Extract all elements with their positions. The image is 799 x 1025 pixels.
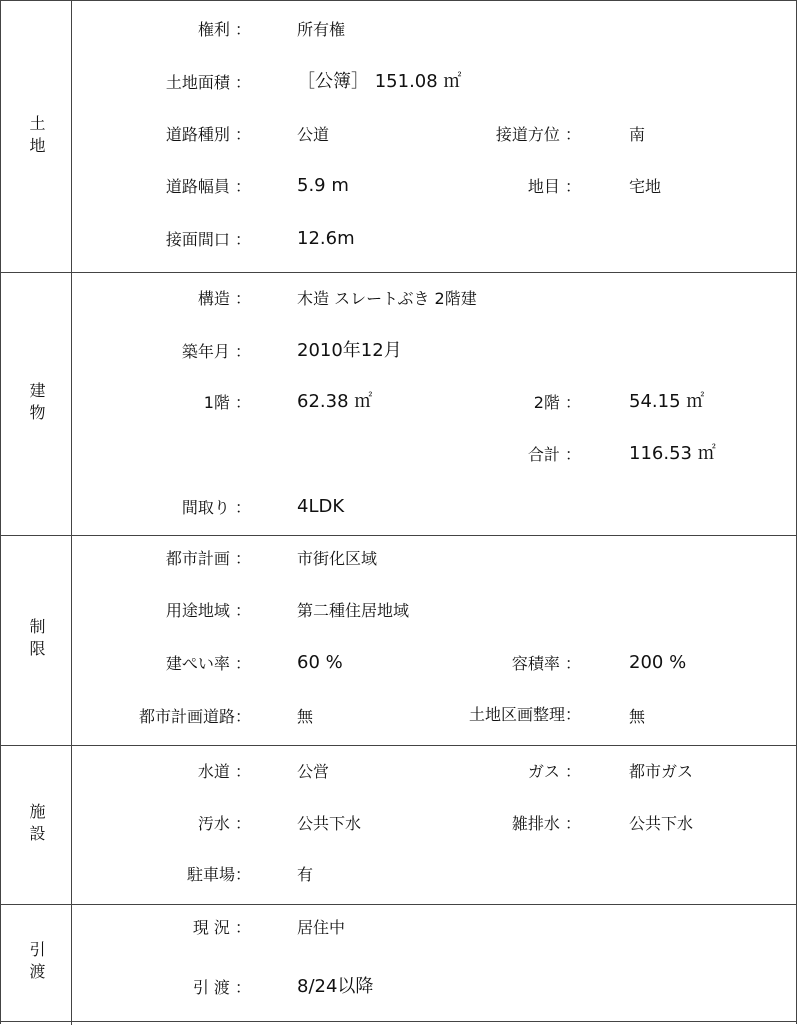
section-title: 施設 [27, 802, 46, 847]
field-value: 5.9 m [297, 175, 349, 196]
field-value-2: 54.15 ㎡ [629, 391, 705, 412]
field-label-2: ガス ： [527, 762, 581, 781]
field-label: 道路種別 ： [165, 125, 251, 144]
field-label: 権利 ： [197, 20, 251, 39]
section-title: 引渡 [27, 940, 46, 985]
field-label: 引 渡 ： [192, 978, 251, 997]
field-value: 62.38 ㎡ [297, 391, 373, 412]
section-title: 土地 [27, 114, 46, 159]
field-label-2: 土地区画整理： [468, 705, 581, 724]
section-restrictions [1, 535, 796, 746]
field-value-2: 南 [629, 125, 646, 144]
field-label-2: 容積率 ： [511, 654, 581, 673]
field-value: 有 [297, 865, 314, 884]
field-value-2: 都市ガス [629, 762, 694, 781]
field-label: 都市計画道路： [138, 707, 251, 726]
field-label: 間取り ： [181, 498, 251, 517]
field-value-2: 宅地 [629, 177, 662, 196]
field-value: 第二種住居地域 [297, 601, 410, 620]
section-title: 制限 [27, 618, 46, 662]
field-label: 1階 ： [203, 393, 251, 412]
field-value: 4LDK [297, 496, 345, 517]
field-label-2: 2階 ： [533, 393, 581, 412]
field-value: 2010年12月 [297, 340, 402, 361]
field-label: 土地面積 ： [165, 73, 251, 92]
field-value: 無 [297, 707, 314, 726]
field-value-2: 無 [629, 707, 646, 726]
field-label: 駐車場： [186, 865, 251, 884]
section-land [1, 1, 796, 273]
field-value: 8/24以降 [297, 976, 374, 997]
field-label: 用途地域 ： [165, 601, 251, 620]
field-value: ［公簿］ 151.08 ㎡ [297, 71, 462, 92]
field-value: 公営 [297, 762, 330, 781]
section-building [1, 272, 796, 536]
field-value-2: 116.53 ㎡ [629, 443, 716, 464]
field-value: 所有権 [297, 20, 346, 39]
field-value-2: 200 % [629, 652, 687, 673]
field-label: 築年月 ： [181, 342, 251, 361]
section-handover [1, 904, 796, 1022]
field-label: 構造 ： [197, 289, 251, 308]
field-value: 12.6m [297, 228, 355, 249]
field-label: 現 況 ： [192, 918, 251, 937]
field-label-2: 地目 ： [527, 177, 581, 196]
field-value: 公共下水 [297, 814, 362, 833]
field-value-2: 公共下水 [629, 814, 694, 833]
section-title: 建物 [27, 381, 46, 426]
field-value: 市街化区域 [297, 549, 378, 568]
field-label-2: 合計 ： [527, 445, 581, 464]
field-value: 公道 [297, 125, 330, 144]
field-value: 居住中 [297, 918, 346, 937]
field-label: 汚水 ： [197, 814, 251, 833]
field-label: 建ぺい率 ： [165, 654, 251, 673]
section-facilities [1, 745, 796, 905]
field-value: 木造 スレートぶき 2階建 [297, 289, 477, 308]
field-label: 接面間口 ： [165, 230, 251, 249]
field-label: 道路幅員 ： [165, 177, 251, 196]
field-value: 60 % [297, 652, 343, 673]
field-label-2: 接道方位 ： [495, 125, 581, 144]
field-label: 水道 ： [197, 762, 251, 781]
field-label-2: 雑排水 ： [511, 814, 581, 833]
field-label: 都市計画 ： [165, 549, 251, 568]
